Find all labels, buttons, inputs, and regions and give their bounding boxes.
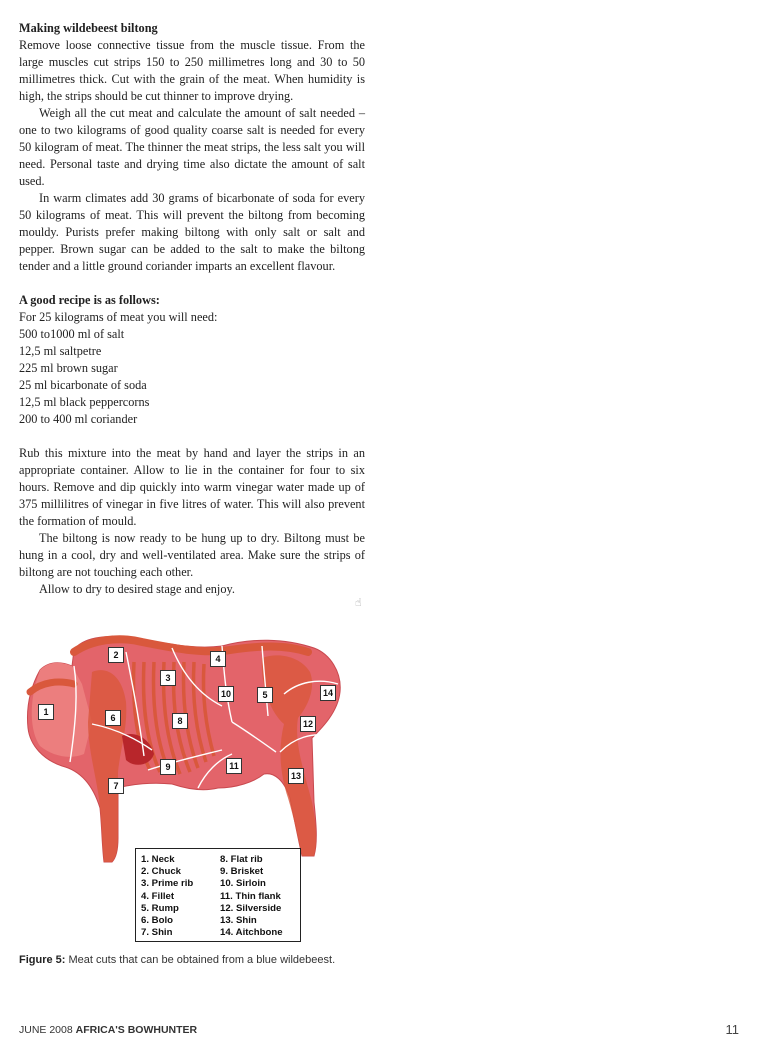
ingredient-item: 200 to 400 ml coriander xyxy=(19,412,138,426)
legend-item: 10. Sirloin xyxy=(220,878,266,890)
paragraph-drying: The biltong is now ready to be hung up to dry. Biltong must be hung in a cool, dry and well-ventilated area. Make sure the strips of biltong are not touching each other. xyxy=(19,531,365,579)
wildebeest-meat-cuts-illustration xyxy=(22,632,352,864)
legend-item: 4. Fillet xyxy=(141,890,175,902)
page-footer xyxy=(19,1024,197,1036)
legend-item: 13. Shin xyxy=(220,915,257,927)
paragraph-cutting: Remove loose connective tissue from the muscle tissue. From the large muscles cut strips 150 to 250 millimetres long and 30 to 50 millimetres thick. Cut with the grain of the meat. When humidity is high, the strips should be cut thinner to improve drying. xyxy=(19,38,365,103)
cut-label: 13 xyxy=(288,768,304,784)
caption-label: Figure 5: xyxy=(19,954,66,966)
legend-item: 7. Shin xyxy=(141,927,173,939)
figure-caption xyxy=(19,952,365,969)
cut-label: 6 xyxy=(105,710,121,726)
cut-label: 10 xyxy=(218,686,234,702)
ingredient-list xyxy=(19,309,365,428)
cut-label: 8 xyxy=(172,713,188,729)
cut-label: 1 xyxy=(38,704,54,720)
cut-label: 3 xyxy=(160,670,176,686)
ingredient-item: 12,5 ml saltpetre xyxy=(19,344,102,358)
footer-magazine: AFRICA'S BOWHUNTER xyxy=(75,1024,198,1036)
legend-item: 6. Bolo xyxy=(141,915,173,927)
ingredient-item: 500 to1000 ml of salt xyxy=(19,327,125,341)
cut-label: 7 xyxy=(108,778,124,794)
animal-body xyxy=(28,637,341,863)
legend-column-right xyxy=(220,854,283,939)
paragraph-bicarbonate: In warm climates add 30 grams of bicarbonate of soda for every 50 kilograms of meat. This will prevent the biltong from becoming mouldy. Purists prefer making biltong with only salt or salt and pepper. Brown sugar can be added to the salt to make the biltong tender and a little ground coriander imparts an excellent flavour. xyxy=(19,191,365,273)
cut-label: 9 xyxy=(160,759,176,775)
legend-item: 9. Brisket xyxy=(220,866,264,878)
article-column xyxy=(19,20,365,598)
legend-item: 14. Aitchbone xyxy=(220,927,283,939)
cuts-legend xyxy=(135,848,301,942)
cut-label: 12 xyxy=(300,716,316,732)
ingredient-item: 225 ml brown sugar xyxy=(19,361,118,375)
legend-item: 2. Chuck xyxy=(141,866,181,878)
cut-label: 4 xyxy=(210,651,226,667)
legend-item: 8. Flat rib xyxy=(220,854,263,865)
page-number: 11 xyxy=(725,1022,739,1037)
ingredient-item: 12,5 ml black peppercorns xyxy=(19,395,150,409)
article-heading: Making wildebeest biltong xyxy=(19,21,158,35)
legend-item: 11. Thin flank xyxy=(220,890,281,902)
paragraph-method: Rub this mixture into the meat by hand and layer the strips in an appropriate container. Allow to lie in the container for four to six hours. Remove and dip quickly into warm vinegar water made up of 375 millilitres of vinegar in five litres of water. This will also prevent the formation of mould. xyxy=(19,446,365,528)
cut-label: 2 xyxy=(108,647,124,663)
legend-item: 5. Rump xyxy=(141,902,179,914)
cut-label: 11 xyxy=(226,758,242,774)
paragraph-salt: Weigh all the cut meat and calculate the amount of salt needed – one to two kilograms of good quality coarse salt is needed for every 50 kilogram of meat. The thinner the meat strips, the less salt you will need. Personal taste and drying time also dictate the amount of salt used. xyxy=(19,106,365,188)
legend-column-left xyxy=(141,854,193,939)
cut-label: 5 xyxy=(257,687,273,703)
hand-cursor-icon: ☝ xyxy=(355,596,362,609)
paragraph-enjoy: Allow to dry to desired stage and enjoy. xyxy=(39,582,235,596)
legend-item: 3. Prime rib xyxy=(141,878,194,890)
ingredient-item: 25 ml bicarbonate of soda xyxy=(19,378,147,392)
legend-item: 12. Silverside xyxy=(220,902,282,914)
cut-label: 14 xyxy=(320,685,336,701)
recipe-intro: For 25 kilograms of meat you will need: xyxy=(19,310,218,324)
legend-item: 1. Neck xyxy=(141,854,175,865)
caption-text: Meat cuts that can be obtained from a blue wildebeest. xyxy=(68,954,336,966)
recipe-heading: A good recipe is as follows: xyxy=(19,293,160,307)
footer-date: JUNE 2008 xyxy=(19,1024,73,1036)
